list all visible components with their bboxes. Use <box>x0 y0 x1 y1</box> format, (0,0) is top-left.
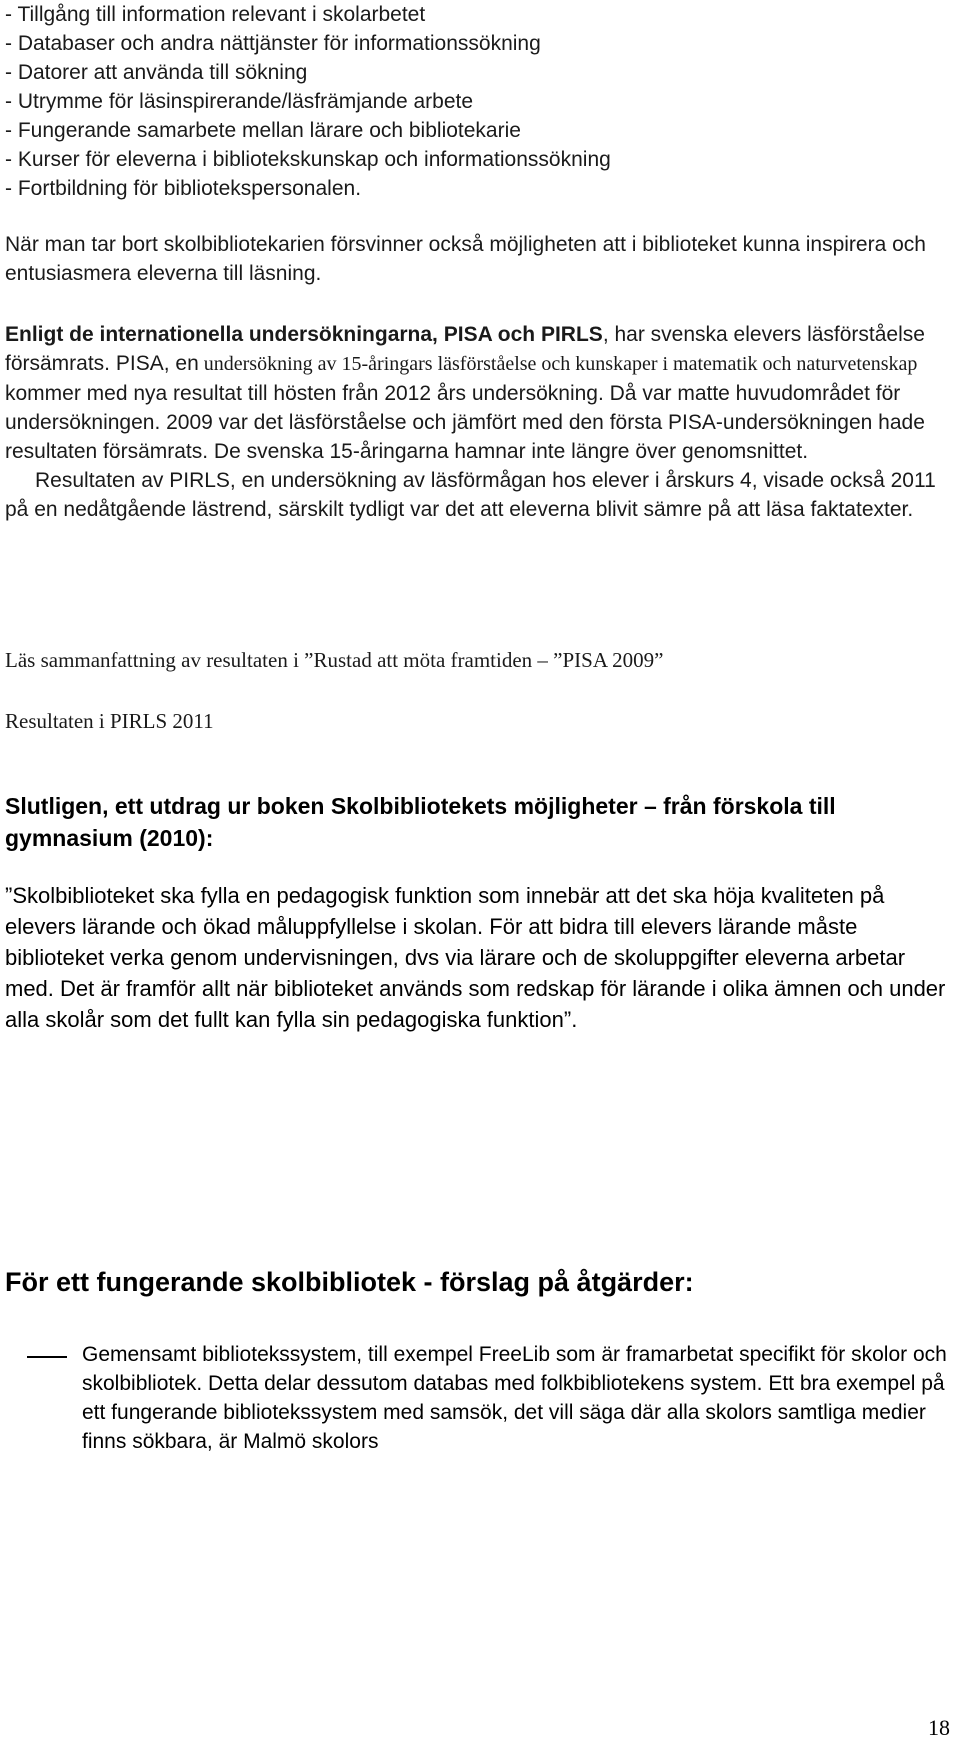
surveys-text: , har svenska elevers läsförståelse försämrats. <box>5 323 925 375</box>
book-extract-heading: Slutligen, ett utdrag ur boken Skolbibliotekets möjligheter – från förskola till gymnasium (2010): <box>5 793 836 851</box>
pisa-summary-link[interactable]: Läs sammanfattning av resultaten i ”Rustad att möta framtiden – ”PISA 2009” <box>5 648 664 672</box>
document-page <box>5 0 950 1453</box>
requirements-list <box>5 0 950 203</box>
proposal-text: Gemensamt bibliotekssystem, till exempel FreeLib som är framarbetat specifikt för skolor och skolbibliotek. Detta delar dessutom databas med folkbibliotekens system. Ett bra exempel på ett fungerande bibliotekssystem med samsök, det vill säga där alla skolors samtliga medier finns sökbara, är Malmö skolors <box>82 1343 947 1453</box>
librarian-paragraph: När man tar bort skolbibliotekarien försvinner också möjligheten att i biblioteket kunna inspirera och entusiasmera eleverna till läsning. <box>5 233 926 285</box>
pisa-continuation: kommer med nya resultat till hösten från 2012 års undersökning. Då var matte huvudområdet för undersökningen. 2009 var det läsförståelse och jämfört med den första PISA-undersökningen hade resultaten försämrats. De svenska 15-åringarna hamnar inte längre över genomsnittet. <box>5 382 925 463</box>
pisa-pirls-paragraph <box>5 320 950 524</box>
surveys-intro: Enligt de internationella undersökningarna, PISA och PIRLS <box>5 323 603 346</box>
pirls-results-link[interactable]: Resultaten i PIRLS 2011 <box>5 709 214 733</box>
list-item: - Databaser och andra nättjänster för informationssökning <box>5 32 541 55</box>
proposal-item <box>5 1340 950 1456</box>
list-item: - Tillgång till information relevant i skolarbetet <box>5 3 426 26</box>
section-heading: För ett fungerande skolbibliotek - förslag på åtgärder: <box>5 1267 694 1297</box>
list-item: - Kurser för eleverna i bibliotekskunskap och informationssökning <box>5 148 611 171</box>
list-item: - Fortbildning för bibliotekspersonalen. <box>5 177 362 200</box>
page-number: 18 <box>928 1715 950 1740</box>
pisa-description: undersökning av 15-åringars läsförståelse och kunskaper i matematik och naturvetenskap <box>198 353 918 375</box>
list-item: - Utrymme för läsinspirerande/läsfrämjande arbete <box>5 90 474 113</box>
list-item: - Datorer att använda till sökning <box>5 61 308 84</box>
list-item: - Fungerande samarbete mellan lärare och bibliotekarie <box>5 119 521 142</box>
pisa-start: PISA, en <box>110 352 199 375</box>
dash-bullet-icon <box>27 1356 67 1358</box>
pirls-text: Resultaten av PIRLS, en undersökning av läsförmågan hos elever i årskurs 4, visade också 2011 på en nedåtgående lästrend, särskilt tydligt var det att eleverna blivit sämre på att läsa faktatexter. <box>5 469 936 521</box>
book-quote: ”Skolbiblioteket ska fylla en pedagogisk funktion som innebär att det ska höja kvaliteten på elevers lärande och ökad måluppfyllelse i skolan. För att bidra till elevers lärande måste biblioteket verka genom undervisningen, dvs via lärare och de skoluppgifter eleverna arbetar med. Det är framför allt när biblioteket används som redskap för lärande i olika ämnen och under alla skolår som det fullt kan fylla sin pedagogiska funktion”. <box>5 883 946 1032</box>
